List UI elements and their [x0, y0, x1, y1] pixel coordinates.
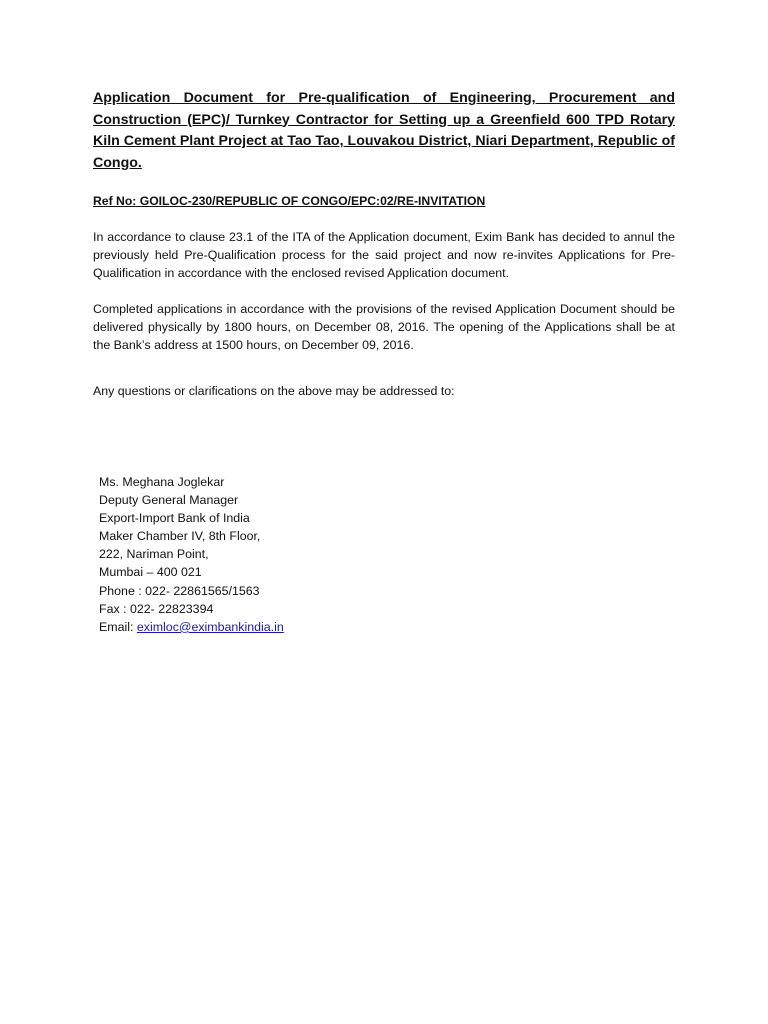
- contact-address-line3: Mumbai – 400 021: [99, 565, 202, 580]
- contact-fax: Fax : 022- 22823394: [99, 601, 214, 616]
- contact-name: Ms. Meghana Joglekar: [99, 475, 225, 489]
- document-body: [93, 88, 675, 418]
- contact-block: [99, 473, 284, 636]
- reference-number: Ref No: GOILOC-230/REPUBLIC OF CONGO/EPC:02/RE-INVITATION: [93, 194, 486, 208]
- contact-designation: Deputy General Manager: [99, 493, 239, 508]
- paragraph-questions: Any questions or clarifications on the above may be addressed to:: [93, 384, 455, 398]
- contact-organization: Export-Import Bank of India: [99, 511, 250, 526]
- paragraph-submission: Completed applications in accordance with the provisions of the revised Application Document should be delivered physically by 1800 hours, on December 08, 2016. The opening of the Applications shall be at the Bank’s address at 1500 hours, on December 09, 2016.: [93, 302, 675, 352]
- contact-email-label: Email:: [99, 619, 134, 634]
- contact-address-line2: 222, Nariman Point,: [99, 547, 209, 562]
- contact-email-row: [99, 618, 284, 636]
- paragraph-annulment: In accordance to clause 23.1 of the ITA of the Application document, Exim Bank has decided to annul the previously held Pre-Qualification process for the said project and now re-invites Applications for Pre-Qualification in accordance with the enclosed revised Application document.: [93, 230, 675, 280]
- document-title: Application Document for Pre-qualification of Engineering, Procurement and Construction (EPC)/ Turnkey Contractor for Setting up a Greenfield 600 TPD Rotary Kiln Cement Plant Project at Tao Tao, Louvakou District, Niari Department, Republic of Congo.: [93, 90, 675, 171]
- contact-email-link[interactable]: eximloc@eximbankindia.in: [136, 619, 284, 634]
- contact-phone: Phone : 022- 22861565/1563: [99, 583, 260, 598]
- contact-address-line1: Maker Chamber IV, 8th Floor,: [99, 529, 261, 544]
